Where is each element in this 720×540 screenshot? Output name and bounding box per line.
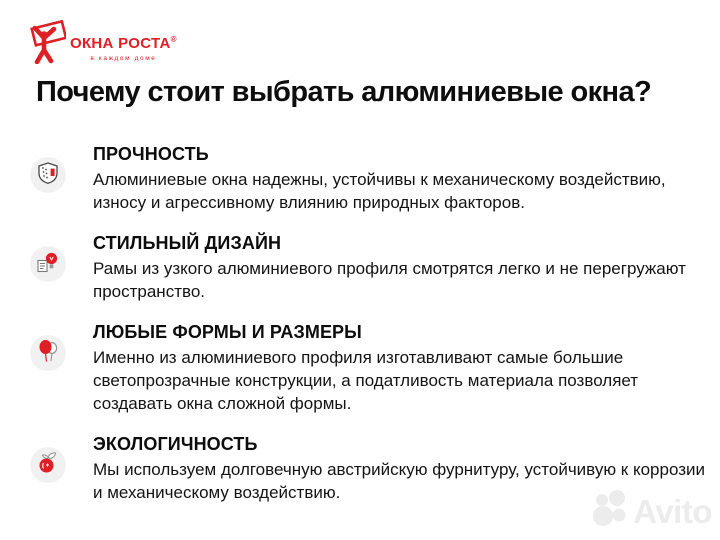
registered-mark: ® (170, 35, 177, 44)
logo-figure-window-icon (24, 20, 66, 64)
avito-logo-icon (591, 489, 631, 534)
section-heading: СТИЛЬНЫЙ ДИЗАЙН (93, 233, 282, 253)
section-body: Рамы из узкого алюминиевого профиля смотрятся легко и не перегружают пространство. (93, 259, 686, 301)
lightbulb-idea-icon (37, 251, 59, 278)
watermark-avito (591, 489, 712, 534)
list-item-design (30, 233, 710, 303)
watermark-text: Avito (633, 493, 712, 530)
section-body: Алюминиевые окна надежны, устойчивы к механическому воздействию, износу и агрессивному влиянию природных факторов. (93, 170, 666, 212)
section-heading: ЭКОЛОГИЧНОСТЬ (93, 434, 258, 454)
page-title: Почему стоит выбрать алюминиевые окна? (36, 76, 652, 108)
shield-icon (38, 162, 58, 189)
section-body: Мы используем долговечную австрийскую фурнитуру, устойчивую к коррозии и механическому воздействию. (93, 460, 705, 502)
balloons-icon (37, 339, 59, 367)
apple-eco-icon (37, 451, 59, 479)
logo-tagline: в каждом доме (90, 55, 157, 62)
benefits-list (30, 144, 710, 504)
section-heading: ПРОЧНОСТЬ (93, 144, 209, 164)
section-heading: ЛЮБЫЕ ФОРМЫ И РАЗМЕРЫ (93, 322, 362, 342)
company-logo (24, 20, 177, 64)
list-item-durability (30, 144, 710, 214)
section-body: Именно из алюминиевого профиля изготавливают самые большие светопрозрачные конструкции, а податливость материала позволяет создавать окна сложной формы. (93, 348, 639, 413)
logo-brand-name: ОКНА РОСТА (70, 35, 171, 52)
list-item-shapes (30, 322, 710, 415)
logo-text (70, 32, 177, 62)
